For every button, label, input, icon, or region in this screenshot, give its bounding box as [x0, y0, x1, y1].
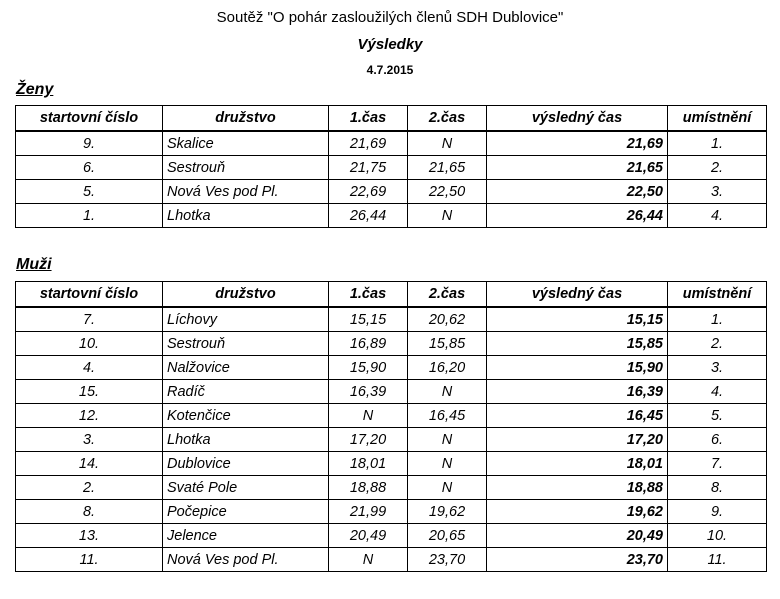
- cell-time1: 16,89: [329, 332, 408, 356]
- cell-result-time: 15,15: [487, 307, 668, 332]
- column-header-start: startovní číslo: [16, 106, 163, 132]
- cell-team: Sestrouň: [163, 332, 329, 356]
- cell-team: Lhotka: [163, 204, 329, 228]
- cell-start-number: 6.: [16, 156, 163, 180]
- results-table-zeny: [15, 105, 767, 228]
- cell-place: 2.: [668, 156, 767, 180]
- cell-place: 7.: [668, 452, 767, 476]
- cell-time2: 21,65: [408, 156, 487, 180]
- cell-time2: N: [408, 452, 487, 476]
- cell-time1: N: [329, 548, 408, 572]
- column-header-time2: 2.čas: [408, 106, 487, 132]
- cell-time1: 21,75: [329, 156, 408, 180]
- cell-time2: 19,62: [408, 500, 487, 524]
- cell-start-number: 5.: [16, 180, 163, 204]
- cell-time2: N: [408, 380, 487, 404]
- cell-start-number: 11.: [16, 548, 163, 572]
- cell-time2: N: [408, 204, 487, 228]
- cell-time2: N: [408, 428, 487, 452]
- cell-place: 6.: [668, 428, 767, 452]
- column-header-team: družstvo: [163, 106, 329, 132]
- column-header-time2: 2.čas: [408, 282, 487, 308]
- cell-start-number: 8.: [16, 500, 163, 524]
- cell-time2: 22,50: [408, 180, 487, 204]
- table-row: [16, 307, 767, 332]
- cell-result-time: 17,20: [487, 428, 668, 452]
- cell-start-number: 1.: [16, 204, 163, 228]
- cell-result-time: 16,39: [487, 380, 668, 404]
- cell-time1: 22,69: [329, 180, 408, 204]
- table-row: [16, 476, 767, 500]
- cell-result-time: 21,65: [487, 156, 668, 180]
- cell-place: 9.: [668, 500, 767, 524]
- cell-time2: 20,65: [408, 524, 487, 548]
- cell-result-time: 22,50: [487, 180, 668, 204]
- results-table-muzi: [15, 281, 767, 572]
- cell-team: Jelence: [163, 524, 329, 548]
- cell-place: 5.: [668, 404, 767, 428]
- table-row: [16, 500, 767, 524]
- cell-place: 11.: [668, 548, 767, 572]
- column-header-time1: 1.čas: [329, 282, 408, 308]
- cell-team: Nová Ves pod Pl.: [163, 548, 329, 572]
- cell-place: 1.: [668, 307, 767, 332]
- table-row: [16, 356, 767, 380]
- cell-time1: 21,99: [329, 500, 408, 524]
- cell-place: 3.: [668, 180, 767, 204]
- cell-team: Lhotka: [163, 428, 329, 452]
- column-header-time1: 1.čas: [329, 106, 408, 132]
- cell-start-number: 13.: [16, 524, 163, 548]
- table-row: [16, 180, 767, 204]
- cell-result-time: 26,44: [487, 204, 668, 228]
- cell-place: 8.: [668, 476, 767, 500]
- cell-time1: 15,90: [329, 356, 408, 380]
- cell-time2: 15,85: [408, 332, 487, 356]
- cell-place: 4.: [668, 204, 767, 228]
- table-row: [16, 131, 767, 156]
- column-header-place: umístnění: [668, 106, 767, 132]
- table-row: [16, 452, 767, 476]
- table-row: [16, 204, 767, 228]
- cell-time2: 20,62: [408, 307, 487, 332]
- cell-start-number: 3.: [16, 428, 163, 452]
- cell-start-number: 7.: [16, 307, 163, 332]
- document-subtitle: Výsledky: [357, 36, 423, 53]
- cell-team: Radíč: [163, 380, 329, 404]
- cell-start-number: 2.: [16, 476, 163, 500]
- cell-result-time: 21,69: [487, 131, 668, 156]
- table-row: [16, 524, 767, 548]
- table-row: [16, 548, 767, 572]
- document-title: Soutěž "O pohár zasloužilých členů SDH Dublovice": [216, 9, 564, 26]
- cell-team: Nalžovice: [163, 356, 329, 380]
- cell-start-number: 10.: [16, 332, 163, 356]
- cell-start-number: 12.: [16, 404, 163, 428]
- cell-team: Skalice: [163, 131, 329, 156]
- cell-time1: 17,20: [329, 428, 408, 452]
- cell-place: 1.: [668, 131, 767, 156]
- cell-team: Líchovy: [163, 307, 329, 332]
- cell-result-time: 23,70: [487, 548, 668, 572]
- cell-place: 4.: [668, 380, 767, 404]
- table-header-row: [16, 282, 767, 308]
- cell-result-time: 15,85: [487, 332, 668, 356]
- cell-start-number: 15.: [16, 380, 163, 404]
- cell-time2: 16,20: [408, 356, 487, 380]
- cell-time1: 16,39: [329, 380, 408, 404]
- cell-team: Počepice: [163, 500, 329, 524]
- table-row: [16, 404, 767, 428]
- cell-result-time: 18,01: [487, 452, 668, 476]
- cell-time1: 26,44: [329, 204, 408, 228]
- section-title-zeny: Ženy: [16, 81, 54, 98]
- cell-team: Nová Ves pod Pl.: [163, 180, 329, 204]
- column-header-result: výsledný čas: [487, 106, 668, 132]
- cell-time1: N: [329, 404, 408, 428]
- cell-result-time: 16,45: [487, 404, 668, 428]
- cell-time2: N: [408, 131, 487, 156]
- section-title-muzi: Muži: [16, 256, 52, 273]
- cell-team: Svaté Pole: [163, 476, 329, 500]
- cell-result-time: 20,49: [487, 524, 668, 548]
- table-row: [16, 428, 767, 452]
- cell-result-time: 18,88: [487, 476, 668, 500]
- table-row: [16, 380, 767, 404]
- cell-place: 3.: [668, 356, 767, 380]
- cell-start-number: 14.: [16, 452, 163, 476]
- column-header-start: startovní číslo: [16, 282, 163, 308]
- cell-time1: 18,88: [329, 476, 408, 500]
- cell-team: Dublovice: [163, 452, 329, 476]
- cell-team: Sestrouň: [163, 156, 329, 180]
- cell-time2: 23,70: [408, 548, 487, 572]
- cell-place: 2.: [668, 332, 767, 356]
- table-row: [16, 156, 767, 180]
- cell-start-number: 9.: [16, 131, 163, 156]
- cell-team: Kotenčice: [163, 404, 329, 428]
- column-header-place: umístnění: [668, 282, 767, 308]
- column-header-result: výsledný čas: [487, 282, 668, 308]
- cell-time1: 20,49: [329, 524, 408, 548]
- cell-time1: 18,01: [329, 452, 408, 476]
- cell-time1: 21,69: [329, 131, 408, 156]
- cell-time2: 16,45: [408, 404, 487, 428]
- cell-start-number: 4.: [16, 356, 163, 380]
- cell-result-time: 19,62: [487, 500, 668, 524]
- cell-result-time: 15,90: [487, 356, 668, 380]
- cell-time2: N: [408, 476, 487, 500]
- document-date: 4.7.2015: [366, 63, 414, 77]
- table-header-row: [16, 106, 767, 132]
- cell-place: 10.: [668, 524, 767, 548]
- cell-time1: 15,15: [329, 307, 408, 332]
- table-row: [16, 332, 767, 356]
- column-header-team: družstvo: [163, 282, 329, 308]
